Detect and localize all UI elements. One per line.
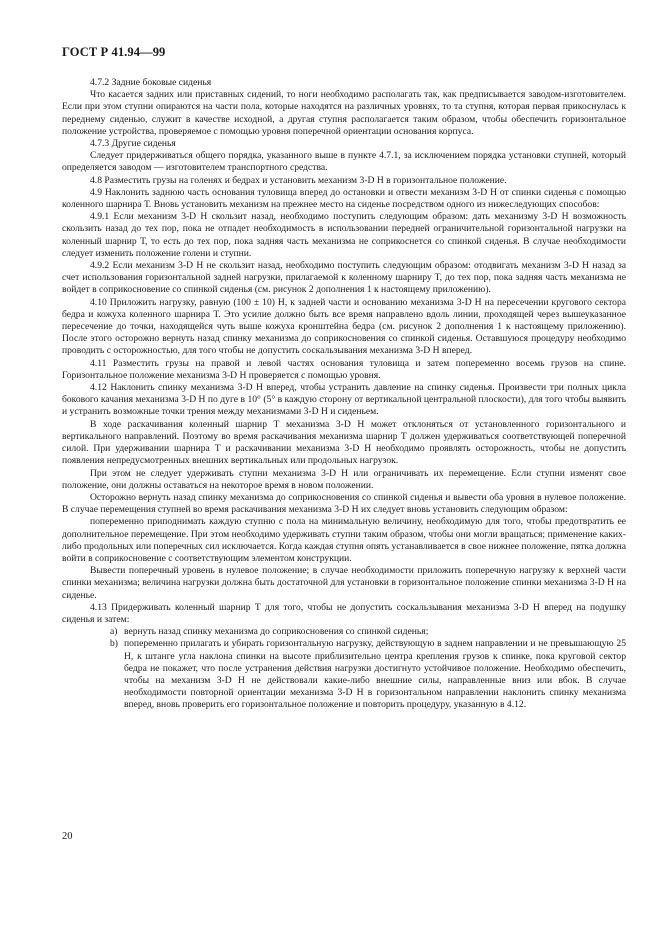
paragraph: В ходе раскачивания коленный шарнир Т механизма 3-D H может отклоняться от установленного горизонтального и вертикального направлений. Поэтому во время раскачивания механизма шарнир Т должен удерживаться соответствующей поперечной силой. При удерживании шарнира Т и раскачивании механизма 3-D H необходимо проявлять осторожность, чтобы не допустить появления непредусмотренных внешних вертикальных или продольных нагрузок. — [62, 418, 626, 467]
standard-header: ГОСТ Р 41.94—99 — [62, 45, 166, 59]
list-item-text: попеременно прилагать и убирать горизонтальную нагрузку, действующую в заднем направлении и не превышающую 25 Н, к штанге угла наклона спинки на высоте приблизительно центра крепления грузов к спинке, пока круговой сектор бедра не покажет, что после устранения действия нагрузки достигнуто устойчивое положение. Необходимо обеспечить, чтобы на механизм 3-D H не действовали какие-либо внешние силы, направленные вниз или вбок. В случае необходимости повторной ориентации механизма 3-D H в горизонтальном направлении наклонить спинку механизма вперед, вновь проверить его горизонтальное положение и повторить процедуру, указанную в 4.12. — [124, 638, 626, 711]
clause-4-11: 4.11 Разместить грузы на правой и левой частях основания туловища и затем попеременно восемь грузов на спине. Горизонтальное положение механизма 3-D H проверяется с помощью уровня. — [62, 357, 626, 381]
clause-4-13: 4.13 Придерживать коленный шарнир Т для того, чтобы не допустить соскальзывания механизма 3-D H вперед на подушку сиденья и затем: — [62, 601, 626, 625]
paragraph: попеременно приподнимать каждую ступню с пола на минимальную величину, необходимую для того, чтобы предотвратить ее дополнительное перемещение. При этом необходимо удерживать ступни таким образом, чтобы они могли вращаться; применение каких-либо продольных или поперечных сил исключается. Когда каждая ступня опять устанавливается в свое нижнее положение, пятка должна войти в соприкосновение с соответствующим элементом конструкции. — [62, 516, 626, 564]
list-item — [110, 638, 626, 711]
document-body — [62, 77, 626, 712]
paragraph: Что касается задних или приставных сидений, то ноги необходимо располагать так, как предписывается заводом-изготовителем. Если при этом ступни опираются на части пола, которые находятся на различных уровнях, то та ступня, которая первая прикоснулась к переднему сиденью, служит в качестве исходной, а другая ступня располагается таким образом, чтобы обеспечить горизонтальное положение устройства, проверяемое с помощью уровня поперечной ориентации основания корпуса. — [62, 89, 626, 137]
clause-4-8: 4.8 Разместить грузы на голенях и бедрах и установить механизм 3-D H в горизонтальное положение. — [90, 174, 507, 186]
paragraph: Вывести поперечный уровень в нулевое положение; в случае необходимости приложить поперечную нагрузку к верхней части спинки механизма; величина нагрузки должна быть достаточной для установки в горизонтальное положение спинки механизма 3-D H на сиденье. — [62, 565, 626, 601]
list-item-text: вернуть назад спинку механизма до соприкосновения со спинкой сиденья; — [124, 626, 429, 638]
clause-4-12: 4.12 Наклонить спинку механизма 3-D H вперед, чтобы устранить давление на спинку сиденья. Произвести три полных цикла бокового качания механизма 3-D H по дуге в 10° (5° в каждую сторону от вертикальной центральной плоскости), для того чтобы выявить и устранить возможные точки трения между механизмами 3-D H и сиденьем. — [62, 382, 626, 418]
procedure-list — [62, 626, 626, 711]
paragraph: При этом не следует удерживать ступни механизма 3-D H или ограничивать их перемещение. Если ступни изменят свое положение, они должны оставаться на некоторое время в новом положении. — [62, 467, 626, 491]
list-item — [110, 626, 626, 638]
page-number: 20 — [62, 831, 73, 842]
paragraph: Осторожно вернуть назад спинку механизма до соприкосновения со спинкой сиденья и вывести оба уровня в нулевое положение. В случае перемещения ступней во время раскачивания механизма 3-D H их следует вновь установить следующим образом: — [62, 491, 626, 516]
section-heading-4-7-2: 4.7.2 Задние боковые сиденья — [90, 77, 212, 88]
list-marker: а) — [110, 626, 118, 638]
clause-4-9: 4.9 Наклонить заднюю часть основания туловища вперед до остановки и отвести механизм 3-D H от спинки сиденья с помощью коленного шарнира Т. Вновь установить механизм на прежнее место на сиденье посредством одного из нижеследующих способов: — [62, 186, 626, 211]
clause-4-10: 4.10 Приложить нагрузку, равную (100 ± 10) Н, к задней части и основанию механизма 3-D H на пересечении кругового сектора бедра и кожуха коленного шарнира Т. Это усилие должно быть все время направлено вдоль линии, проходящей через вышеуказанное пересечение до точки, находящейся чуть выше кожуха кронштейна бедра (см. рисунок 2 дополнения 1 к настоящему приложению). После этого осторожно вернуть назад спинку механизма до соприкосновения со спинкой сиденья. Оставшуюся процедуру необходимо проводить с осторожностью, для того чтобы не допустить соскальзывания механизма 3-D H вперед. — [62, 296, 626, 357]
clause-4-9-1: 4.9.1 Если механизм 3-D H скользит назад, необходимо поступить следующим образом: дать механизму 3-D H возможность скользить назад до тех пор, пока не отпадет необходимость в использовании передней ограничительной горизонтальной нагрузки на коленный шарнир Т, то есть до тех пор, пока задняя часть механизма не соприкоснется со спинкой сиденья. В случае необходимости следует изменить положение голени и ступни. — [62, 211, 626, 259]
section-heading-4-7-3: 4.7.3 Другие сиденья — [90, 138, 176, 150]
paragraph: Следует придерживаться общего порядка, указанного выше в пункте 4.7.1, за исключением порядка установки ступней, который определяется заводом — изготовителем транспортного средства. — [62, 150, 626, 174]
clause-4-9-2: 4.9.2 Если механизм 3-D H не скользит назад, необходимо поступить следующим образом: отодвигать механизм 3-D H назад за счет использования горизонтальной задней нагрузки, прилагаемой к коленному шарниру Т, до тех пор, пока задняя часть механизма не войдет в соприкосновение со спинкой сиденья (см. рисунок 2 дополнения 1 к настоящему приложению). — [62, 260, 626, 296]
list-marker: b) — [110, 638, 118, 650]
